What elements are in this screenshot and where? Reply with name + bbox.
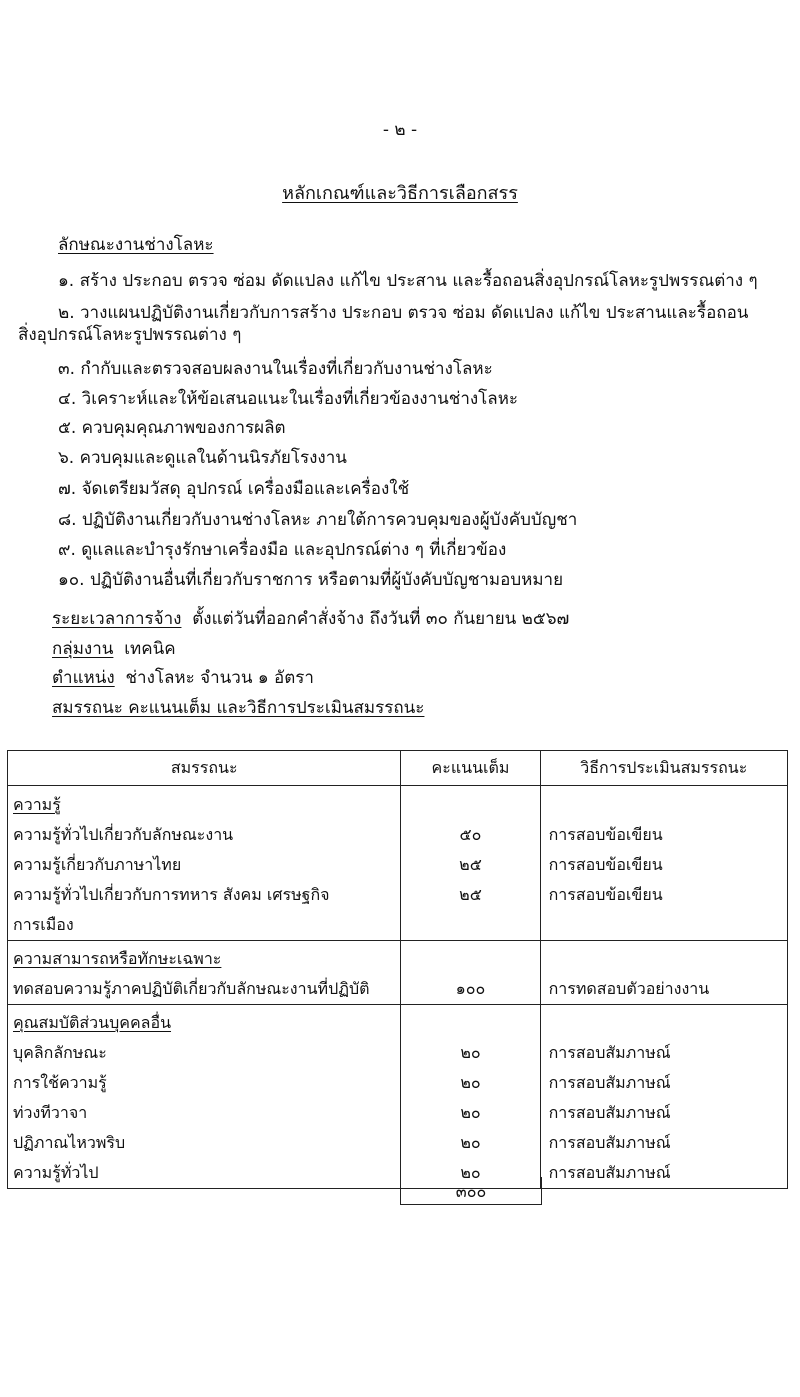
score-cell: ๒๐ xyxy=(460,1163,481,1182)
job-description-heading: ลักษณะงานช่างโลหะ xyxy=(58,235,214,255)
competency-item: ความรู้ทั่วไปเกี่ยวกับการทหาร สังคม เศรษฐกิจ xyxy=(13,885,330,904)
job-duty-4: ๔. วิเคราะห์และให้ข้อเสนอแนะในเรื่องที่เกี่ยวข้องงานช่างโลหะ xyxy=(58,389,519,409)
position xyxy=(52,668,314,688)
method-cell: การสอบสัมภาษณ์ xyxy=(548,1133,671,1152)
employment-period xyxy=(52,609,569,629)
competency-table xyxy=(7,750,788,1189)
document-title: หลักเกณฑ์และวิธีการเลือกสรร xyxy=(282,183,518,204)
method-cell: การสอบสัมภาษณ์ xyxy=(548,1043,671,1062)
work-group-value: เทคนิค xyxy=(124,639,176,659)
method-cell: การสอบสัมภาษณ์ xyxy=(548,1073,671,1092)
header-full-score: คะแนนเต็ม xyxy=(401,751,540,786)
method-cell: การสอบสัมภาษณ์ xyxy=(548,1103,671,1122)
competency-item: การใช้ความรู้ xyxy=(13,1073,107,1092)
competency-item: ความรู้ทั่วไป xyxy=(13,1163,99,1182)
group-personal-attributes xyxy=(8,1005,788,1189)
job-duty-2: ๒. วางแผนปฏิบัติงานเกี่ยวกับการสร้าง ประกอบ ตรวจ ซ่อม ดัดแปลง แก้ไข ประสานและรื้อถอน xyxy=(58,303,749,323)
score-cell: ๒๐ xyxy=(460,1073,481,1092)
job-duty-9: ๙. ดูแลและบำรุงรักษาเครื่องมือ และอุปกรณ์ต่าง ๆ ที่เกี่ยวข้อง xyxy=(58,540,507,560)
method-cell: การทดสอบตัวอย่างงาน xyxy=(548,979,710,998)
competency-item: ปฏิภาณไหวพริบ xyxy=(13,1133,126,1152)
position-label: ตำแหน่ง xyxy=(52,668,115,688)
job-duty-3: ๓. กำกับและตรวจสอบผลงานในเรื่องที่เกี่ยวกับงานช่างโลหะ xyxy=(58,359,493,379)
position-value: ช่างโลหะ จำนวน ๑ อัตรา xyxy=(125,668,314,688)
header-competency: สมรรถนะ xyxy=(8,751,401,786)
group-heading: ความรู้ xyxy=(13,795,61,814)
method-cell: การสอบข้อเขียน xyxy=(548,885,663,904)
method-cell: การสอบสัมภาษณ์ xyxy=(548,1163,671,1182)
score-cell: ๑๐๐ xyxy=(455,979,486,998)
score-cell: ๒๐ xyxy=(460,1103,481,1122)
work-group xyxy=(52,639,176,659)
score-cell: ๒๐ xyxy=(460,1133,481,1152)
competency-item: ความรู้เกี่ยวกับภาษาไทย xyxy=(13,855,182,874)
score-cell: ๒๕ xyxy=(459,885,482,904)
competency-item: บุคลิกลักษณะ xyxy=(13,1043,107,1062)
group-heading: ความสามารถหรือทักษะเฉพาะ xyxy=(13,949,222,968)
job-duty-10: ๑๐. ปฏิบัติงานอื่นที่เกี่ยวกับราชการ หรือตามที่ผู้บังคับบัญชามอบหมาย xyxy=(58,570,564,590)
job-duty-6: ๖. ควบคุมและดูแลในด้านนิรภัยโรงงาน xyxy=(58,448,347,468)
group-knowledge xyxy=(8,786,788,941)
group-specific-skills xyxy=(8,941,788,1005)
score-cell: ๕๐ xyxy=(459,825,482,844)
competency-item-continued: การเมือง xyxy=(13,915,74,934)
job-duty-5: ๕. ควบคุมคุณภาพของการผลิต xyxy=(58,418,286,438)
header-assessment-method: วิธีการประเมินสมรรถนะ xyxy=(540,751,787,786)
method-cell: การสอบข้อเขียน xyxy=(548,855,663,874)
group-heading: คุณสมบัติส่วนบุคคลอื่น xyxy=(13,1013,172,1032)
job-duty-8: ๘. ปฏิบัติงานเกี่ยวกับงานช่างโลหะ ภายใต้การควบคุมของผู้บังคับบัญชา xyxy=(58,510,578,530)
work-group-label: กลุ่มงาน xyxy=(52,639,114,659)
competency-item: ทดสอบความรู้ภาคปฏิบัติเกี่ยวกับลักษณะงานที่ปฏิบัติ xyxy=(13,979,370,998)
method-cell: การสอบข้อเขียน xyxy=(548,825,663,844)
employment-period-label: ระยะเวลาการจ้าง xyxy=(52,609,182,629)
score-cell: ๒๕ xyxy=(459,855,482,874)
table-header-row xyxy=(8,751,788,786)
table-heading: สมรรถนะ คะแนนเต็ม และวิธีการประเมินสมรรถนะ xyxy=(52,698,425,718)
competency-item: ความรู้ทั่วไปเกี่ยวกับลักษณะงาน xyxy=(13,825,234,844)
job-duty-7: ๗. จัดเตรียมวัสดุ อุปกรณ์ เครื่องมือและเครื่องใช้ xyxy=(58,479,410,499)
score-cell: ๒๐ xyxy=(460,1043,481,1062)
page-number: - ๒ - xyxy=(382,120,418,140)
job-duty-1: ๑. สร้าง ประกอบ ตรวจ ซ่อม ดัดแปลง แก้ไข ประสาน และรื้อถอนสิ่งอุปกรณ์โลหะรูปพรรณต่าง ๆ xyxy=(58,271,758,291)
total-score: ๓๐๐ xyxy=(400,1177,542,1205)
competency-item: ท่วงทีวาจา xyxy=(13,1103,88,1122)
job-duty-2-continued: สิ่งอุปกรณ์โลหะรูปพรรณต่าง ๆ xyxy=(18,325,242,345)
employment-period-value: ตั้งแต่วันที่ออกคำสั่งจ้าง ถึงวันที่ ๓๐ กันยายน ๒๕๖๗ xyxy=(192,609,570,629)
